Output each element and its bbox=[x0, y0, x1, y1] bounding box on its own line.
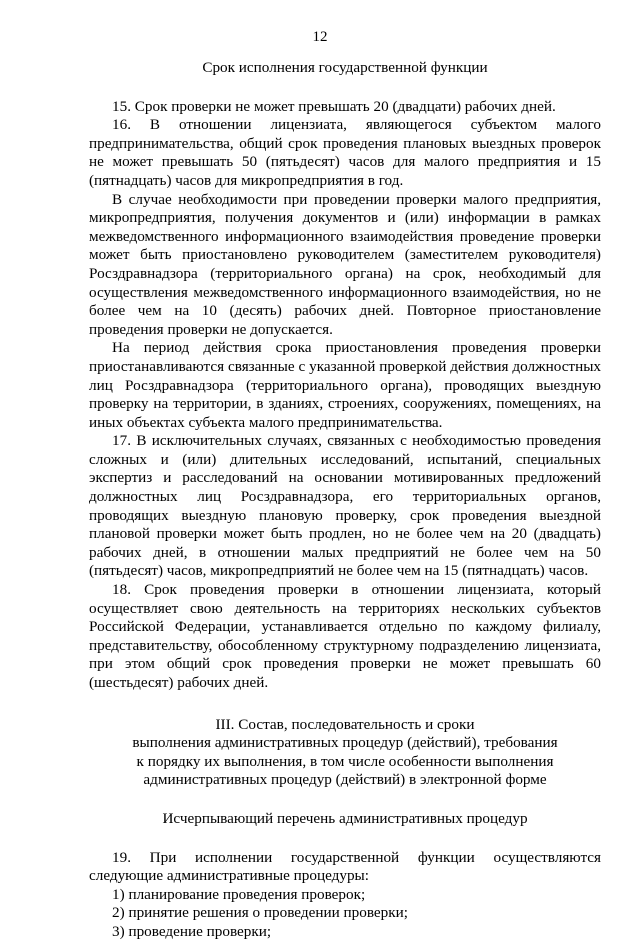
section-heading-line: III. Состав, последовательность и сроки bbox=[215, 715, 475, 733]
list-item: 2) принятие решения о проведении проверки; bbox=[112, 904, 408, 922]
section-heading-line: выполнения административных процедур (действий), требования bbox=[132, 734, 558, 752]
page-number: 12 bbox=[312, 29, 328, 45]
list-item: 3) проведение проверки; bbox=[112, 922, 272, 940]
paragraph-15: 15. Срок проверки не может превышать 20 (двадцати) рабочих дней. bbox=[112, 97, 556, 115]
paragraph-16: 16. В отношении лицензиата, являющегося субъектом малого предпринимательства, общий срок проведения плановых выездных проверок не может превышать 50 (пятьдесят) часов для малого предприятия и 15 (пятнадцать) часов для микропредприятия в год. bbox=[89, 116, 601, 189]
section-heading-deadline: Срок исполнения государственной функции bbox=[202, 59, 488, 76]
section-heading-line: административных процедур (действий) в электронной форме bbox=[143, 771, 547, 789]
document-body bbox=[89, 59, 601, 942]
paragraph-18: 18. Срок проведения проверки в отношении лицензиата, который осуществляет свою деятельность на территориях нескольких субъектов Российской Федерации, устанавливается отдельно по каждому филиалу, представительству, обособленному структурному подразделению лицензиата, при этом общий срок проведения проверки не может превышать 60 (шестьдесят) рабочих дней. bbox=[89, 581, 601, 691]
section-heading-iii bbox=[89, 716, 601, 790]
paragraph-17: 17. В исключительных случаях, связанных с необходимостью проведения сложных и (или) длительных исследований, испытаний, специальных экспертиз и расследований на основании мотивированных предложений должностных лиц Росздравнадзора, его территориальных органов, проводящих выездную плановую проверку, срок проведения выездной плановой проверки может быть продлен, но не более чем на 20 (двадцать) рабочих дней, в отношении малых предприятий не более чем на 50 (пятьдесят) часов, микропредприятий не более чем на 15 (пятнадцать) часов. bbox=[89, 432, 601, 580]
paragraph-suspension: В случае необходимости при проведении проверки малого предприятия, микропредприятия, получения документов и (или) информации в рамках межведомственного информационного взаимодействия проведение проверки может быть приостановлено руководителем (заместителем руководителя) Росздравнадзора (территориального органа) на срок, необходимый для осуществления межведомственного информационного взаимодействия, но не более чем на 10 (десять) рабочих дней. Повторное приостановление проведения проверки не допускается. bbox=[89, 190, 601, 338]
section-heading-line: к порядку их выполнения, в том числе особенности выполнения bbox=[136, 752, 554, 770]
list-item: 1) планирование проведения проверок; bbox=[112, 885, 366, 903]
paragraph-19: 19. При исполнении государственной функции осуществляются следующие административные процедуры: bbox=[89, 848, 601, 885]
paragraph-suspension-period: На период действия срока приостановления проведения проверки приостанавливаются связанные с указанной проверкой действия должностных лиц Росздравнадзора (территориального органа), проводящих выездную проверку на территории, в зданиях, строениях, сооружениях, помещениях, на иных объектах субъекта малого предпринимательства. bbox=[89, 339, 601, 431]
subheading-procedures-list: Исчерпывающий перечень административных процедур bbox=[162, 809, 528, 827]
